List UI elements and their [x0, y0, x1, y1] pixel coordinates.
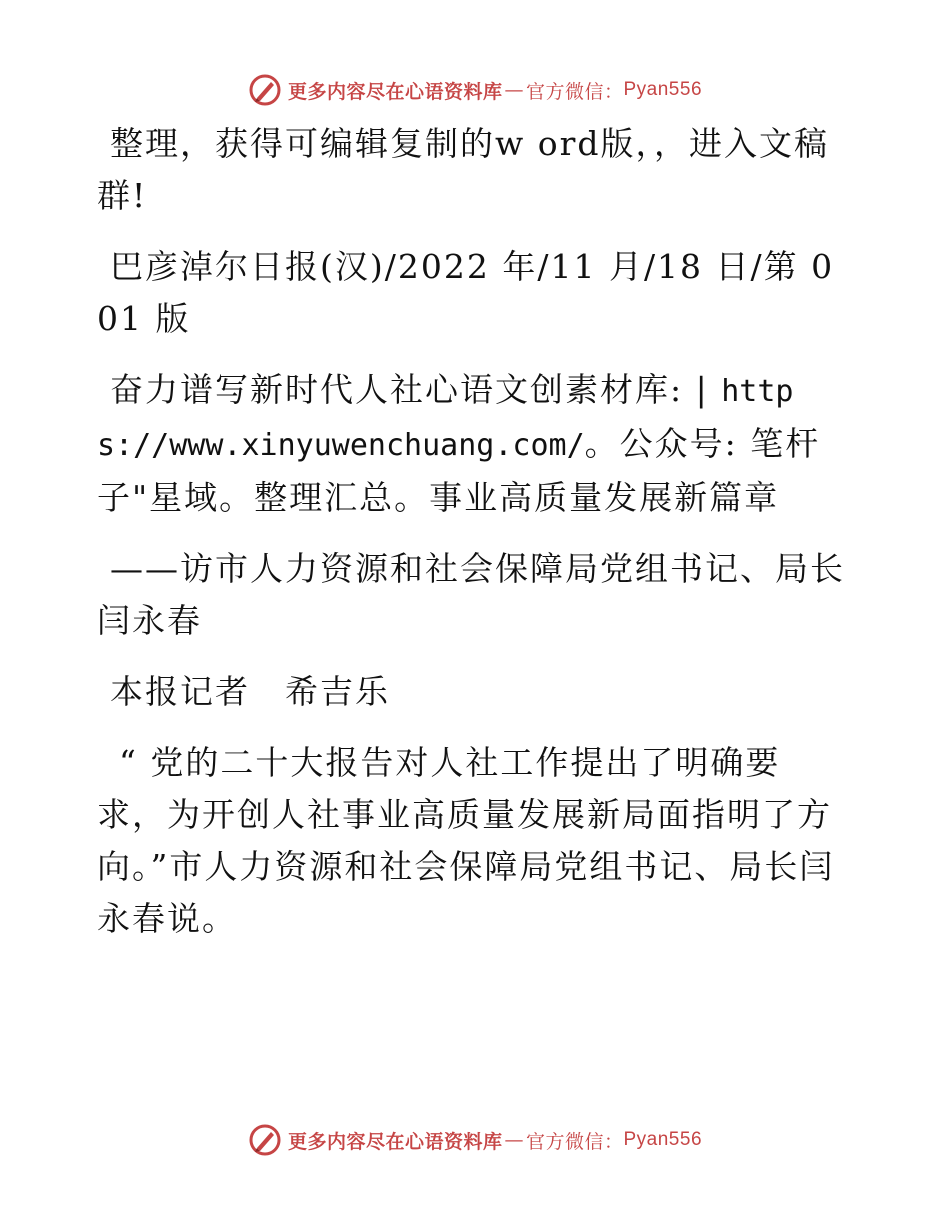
source-line: 巴彦淖尔日报(汉)/2022 年/11 月/18 日/第 001 版	[97, 247, 835, 338]
watermark-wechat-label: 官方微信：	[525, 1130, 624, 1153]
watermark-wechat-handle: Pyan556	[623, 79, 703, 100]
byline: 本报记者 希吉乐	[110, 672, 390, 711]
article-subtitle: ——访市人力资源和社会保障局党组书记、局长闫永春	[97, 549, 845, 640]
watermark-wechat-handle: Pyan556	[623, 1129, 703, 1150]
pen-logo-icon	[248, 73, 282, 107]
body-paragraph: “ 党的二十大报告对人社工作提出了明确要求，为开创人社事业高质量发展新局面指明了方向。”市人力资源和社会保障局党组书记、局长闫永春说。	[97, 743, 835, 938]
pen-logo-icon	[248, 1123, 282, 1157]
header-watermark	[0, 70, 950, 110]
watermark-wechat-label: 官方微信：	[525, 80, 624, 103]
watermark-dash: —	[504, 1129, 524, 1151]
watermark-dash: —	[504, 79, 524, 101]
watermark-text: 更多内容尽在心语资料库	[287, 80, 503, 103]
document-body	[97, 118, 847, 945]
watermark-text: 更多内容尽在心语资料库	[287, 1130, 503, 1153]
footer-watermark	[0, 1120, 950, 1160]
title-suffix: 。公众号: 笔杆子"星域。整理汇总。事业高质量发展新篇章	[97, 424, 821, 517]
title-url-link[interactable]: https://www.xinyuwenchuang.com/	[97, 374, 794, 463]
intro-line: 整理，获得可编辑复制的w ord版，，进入文稿群!	[97, 124, 830, 215]
title-prefix: 奋力谱写新时代人社心语文创素材库: |	[110, 370, 709, 409]
article-title	[97, 364, 847, 524]
